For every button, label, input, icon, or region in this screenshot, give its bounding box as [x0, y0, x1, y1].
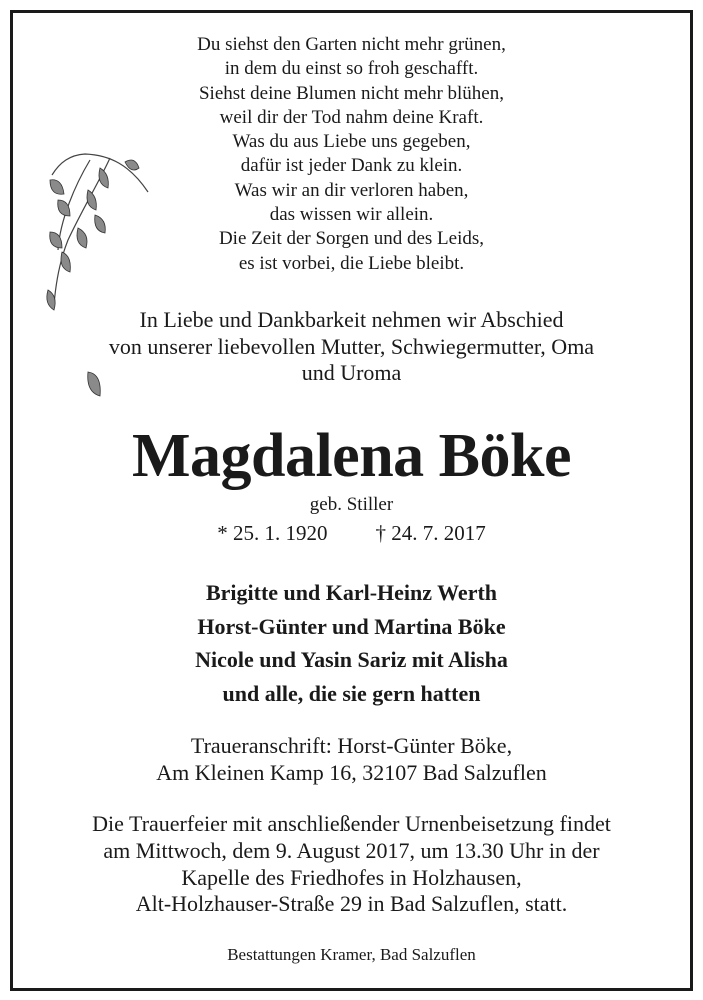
funeral-service-info [0, 811, 703, 918]
death-date: † 24. 7. 2017 [375, 521, 486, 545]
poem-line: in dem du einst so froh geschafft. [224, 58, 479, 80]
poem-line: weil dir der Tod nahm deine Kraft. [219, 106, 484, 128]
mourners [0, 576, 703, 710]
intro-line: In Liebe und Dankbarkeit nehmen wir Abschied [139, 307, 564, 332]
poem-line: das wissen wir allein. [269, 204, 434, 226]
service-line: Die Trauerfeier mit anschließender Urnenbeisetzung findet [92, 811, 611, 836]
service-line: Alt-Holzhauser-Straße 29 in Bad Salzuflen, statt. [135, 891, 568, 917]
birth-date: * 25. 1. 1920 [217, 521, 328, 545]
intro-line: und Uroma [301, 360, 402, 385]
mourner-line: Nicole und Yasin Sariz mit Alisha [195, 647, 508, 672]
farewell-intro [0, 307, 703, 387]
mourner-line: Horst-Günter und Martina Böke [197, 613, 506, 639]
service-line: am Mittwoch, dem 9. August 2017, um 13.30 Uhr in der [103, 837, 600, 863]
poem-line: Siehst deine Blumen nicht mehr blühen, [198, 82, 504, 104]
poem-line: dafür ist jeder Dank zu klein. [240, 155, 463, 177]
address-line: Traueranschrift: Horst-Günter Böke, [190, 733, 513, 758]
poem-line: Was du aus Liebe uns gegeben, [232, 131, 471, 153]
service-line: Kapelle des Friedhofes in Holzhausen, [181, 864, 522, 890]
poem [0, 33, 703, 276]
deceased-name: Magdalena Böke [131, 422, 572, 490]
mourning-address [0, 732, 703, 786]
poem-line: Was wir an dir verloren haben, [234, 179, 469, 201]
birth-name: geb. Stiller [309, 494, 394, 515]
poem-line: Die Zeit der Sorgen und des Leids, [218, 228, 485, 250]
mourner-line: Brigitte und Karl-Heinz Werth [205, 580, 498, 605]
undertaker: Bestattungen Kramer, Bad Salzuflen [227, 945, 476, 964]
life-dates [0, 519, 703, 547]
poem-line: es ist vorbei, die Liebe bleibt. [238, 252, 465, 274]
mourner-line: und alle, die sie gern hatten [222, 680, 481, 706]
intro-line: von unserer liebevollen Mutter, Schwiegermutter, Oma [108, 333, 595, 359]
address-line: Am Kleinen Kamp 16, 32107 Bad Salzuflen [156, 760, 547, 785]
poem-line: Du siehst den Garten nicht mehr grünen, [197, 34, 506, 55]
